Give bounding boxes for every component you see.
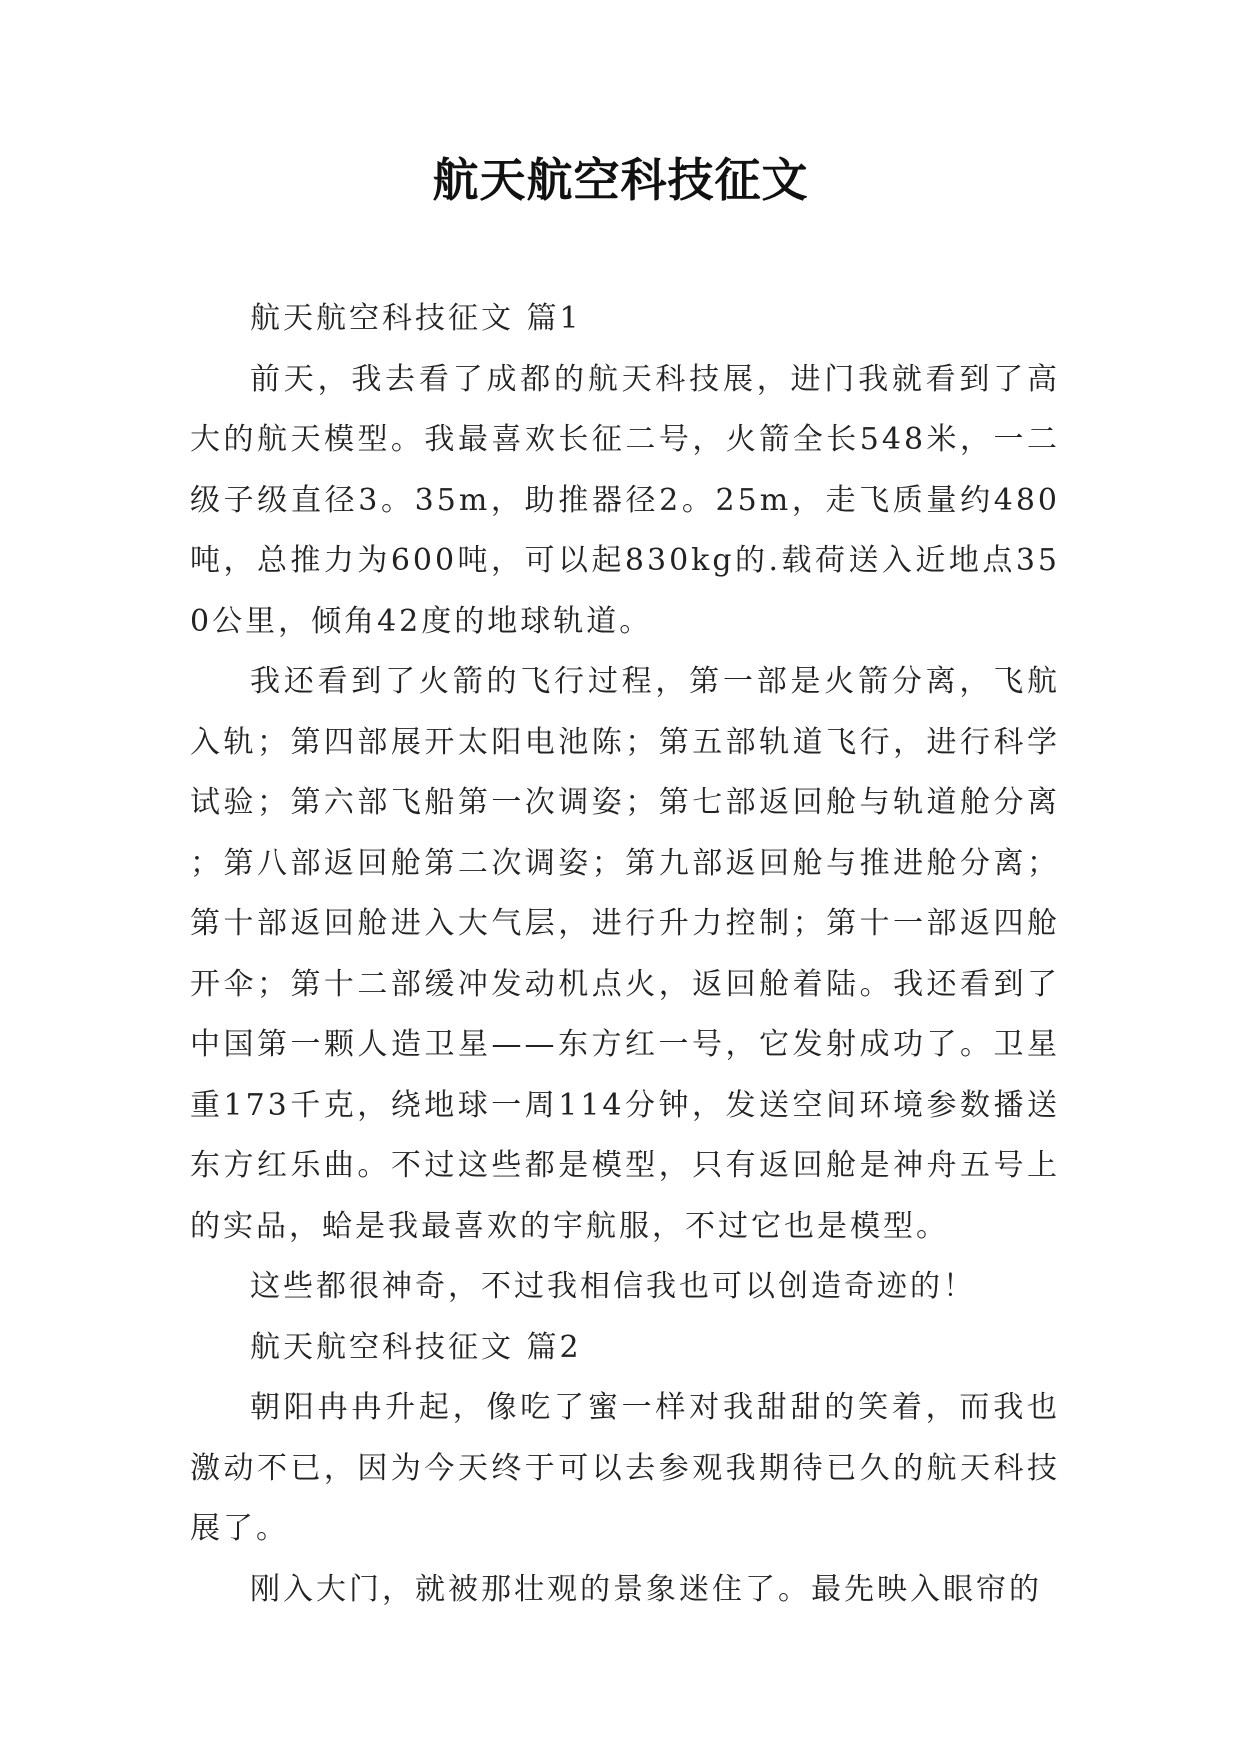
paragraph: 我还看到了火箭的飞行过程，第一部是火箭分离，飞航入轨；第四部展开太阳电池陈；第五部轨道飞行，进行科学试验；第六部飞船第一次调姿；第七部返回舱与轨道舱分离；第八部返回舱第二次调姿；第九部返回舱与推进舱分离；第十部返回舱进入大气层，进行升力控制；第十一部返四舱开伞；第十二部缓冲发动机点火，返回舱着陆。我还看到了中国第一颗人造卫星——东方红一号，它发射成功了。卫星重173千克，绕地球一周114分钟，发送空间环境参数播送东方红乐曲。不过这些都是模型，只有返回舱是神舟五号上的实品，蛤是我最喜欢的宇航服，不过它也是模型。 <box>190 664 1060 1244</box>
section-heading-1: 航天航空科技征文 篇1 <box>250 301 582 336</box>
document-body <box>190 289 1060 1620</box>
paragraph: 这些都很神奇，不过我相信我也可以创造奇迹的！ <box>250 1269 976 1304</box>
paragraph: 刚入大门，就被那壮观的景象迷住了。最先映入眼帘的 <box>250 1571 1042 1607</box>
paragraph: 朝阳冉冉升起，像吃了蜜一样对我甜甜的笑着，而我也激动不已，因为今天终于可以去参观我期待已久的航天科技展了。 <box>190 1390 1060 1546</box>
paragraph: 前天，我去看了成都的航天科技展，进门我就看到了高大的航天模型。我最喜欢长征二号，火箭全长548米，一二级子级直径3。35m，助推器径2。25m，走飞质量约480吨，总推力为600吨，可以起830kg的.载荷送入近地点350公里，倾角42度的地球轨道。 <box>190 361 1060 639</box>
document-title: 航天航空科技征文 <box>432 153 809 207</box>
section-heading-2: 航天航空科技征文 篇2 <box>250 1329 582 1365</box>
